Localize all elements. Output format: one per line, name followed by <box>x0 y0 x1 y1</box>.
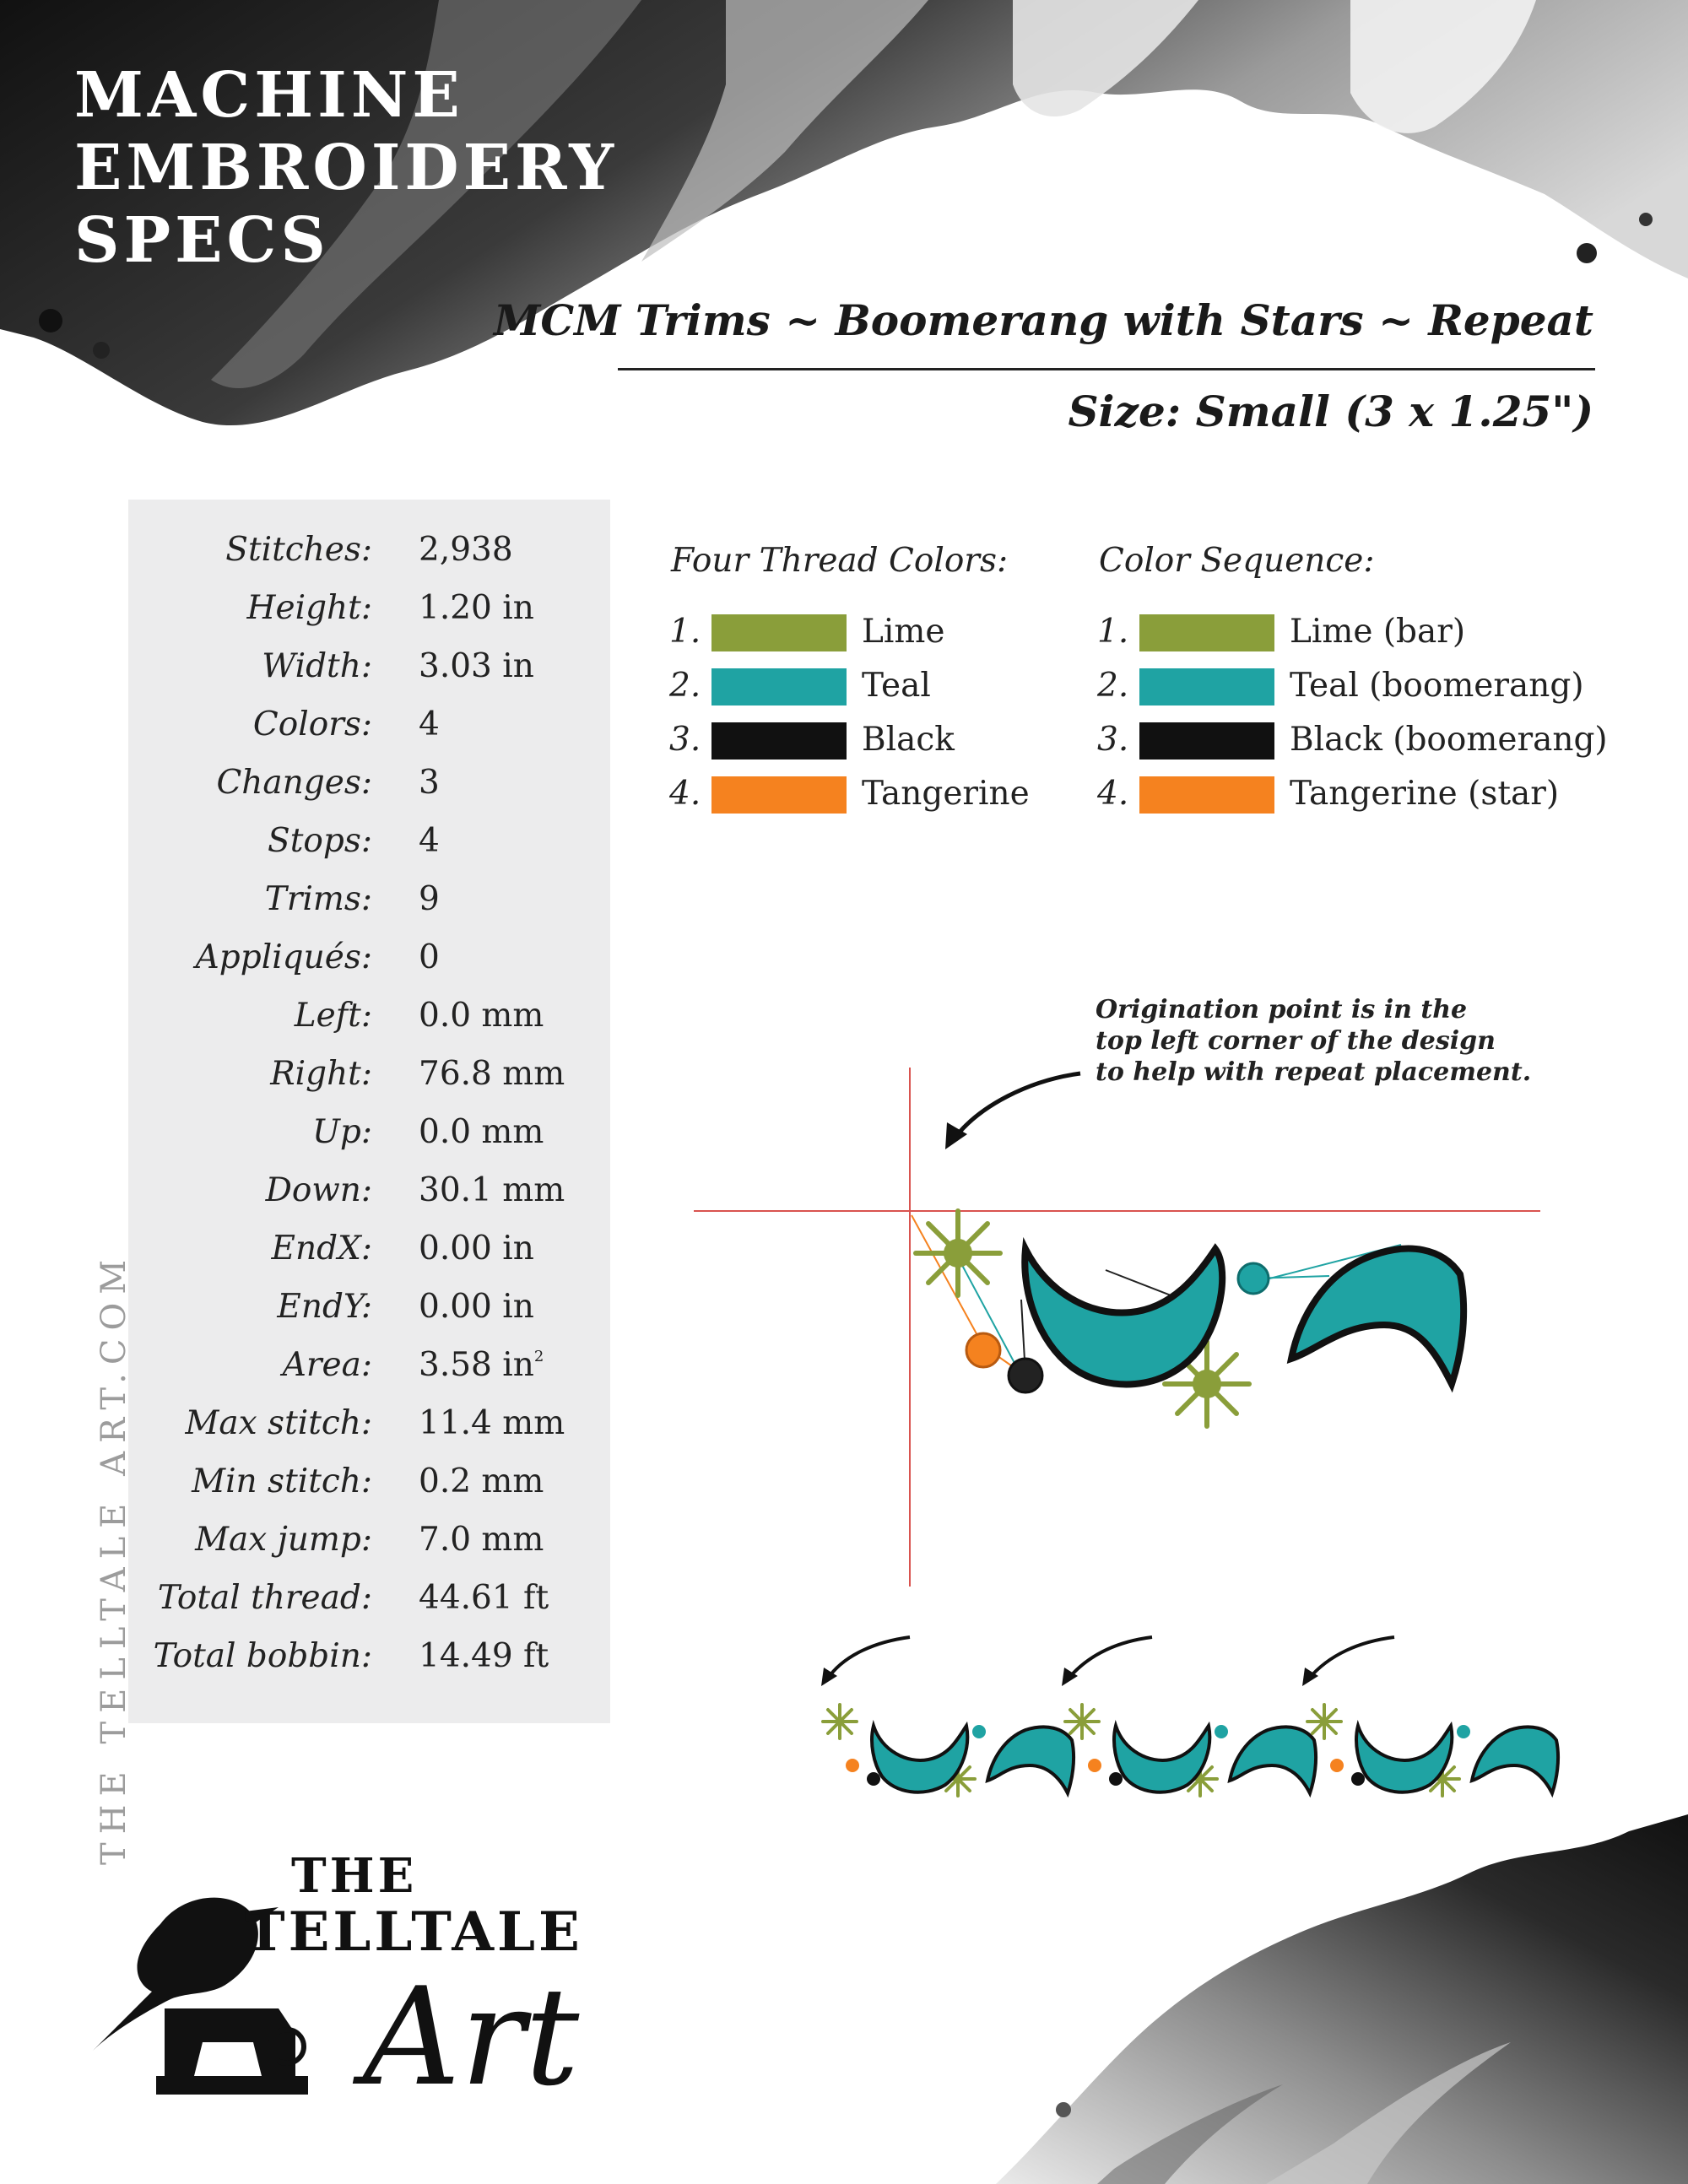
spec-label: Right: <box>270 1055 372 1093</box>
swatch-name: Lime <box>862 613 945 651</box>
spec-value-text: 3.58 in <box>419 1346 534 1384</box>
spec-label: Trims: <box>264 880 372 918</box>
header-title-line: SPECS <box>74 204 330 277</box>
annotation-line: Origination point is in the <box>1096 995 1468 1024</box>
swatch-name: Tangerine <box>862 775 1030 813</box>
thread-colors-heading: Four Thread Colors: <box>671 542 1009 580</box>
spec-label: Up: <box>312 1113 372 1151</box>
spec-label: Down: <box>265 1171 372 1209</box>
swatch-number: 3. <box>1097 721 1129 759</box>
spec-value-text: 0.0 mm <box>419 1113 544 1151</box>
swatch-name: Lime (bar) <box>1290 613 1466 651</box>
color-sequence-heading: Color Sequence: <box>1099 542 1375 580</box>
spec-value-text: 0 <box>419 938 440 976</box>
spec-value-text: 4 <box>419 822 440 860</box>
spec-label: Area: <box>282 1346 372 1384</box>
telltale-art-logo <box>84 1848 641 2118</box>
spec-value-text: 76.8 mm <box>419 1055 565 1093</box>
repeat-arrow-icon <box>1068 1637 1152 1679</box>
annotation-line: top left corner of the design <box>1096 1026 1496 1056</box>
swatch-name: Teal <box>862 667 931 705</box>
spec-label: Appliqués: <box>195 938 372 976</box>
swatch-number: 2. <box>669 667 701 705</box>
spec-value-text: 14.49 ft <box>419 1637 549 1675</box>
header-title-line: EMBROIDERY <box>74 132 619 204</box>
spec-value-text: 30.1 mm <box>419 1171 565 1209</box>
spec-label: Total bobbin: <box>153 1637 372 1675</box>
spec-value-text: 7.0 mm <box>419 1521 544 1559</box>
vertical-website-url: THE TELLTALE ART.COM <box>95 1251 133 1865</box>
spec-label: Colors: <box>252 705 372 743</box>
logo-text-art: Art <box>363 1958 580 2116</box>
spec-value-text: 9 <box>419 880 440 918</box>
spec-label: Stops: <box>268 822 372 860</box>
spec-value-text: 1.20 in <box>419 589 534 627</box>
logo-text-the: THE <box>291 1848 418 1904</box>
swatch-number: 4. <box>1097 775 1129 813</box>
annotation-line: to help with repeat placement. <box>1096 1057 1532 1087</box>
swatch-name: Tangerine (star) <box>1290 775 1560 813</box>
spec-value-text: 2,938 <box>419 531 513 569</box>
spec-value-text: 0.00 in <box>419 1288 534 1326</box>
spec-value-text: 44.61 ft <box>419 1579 549 1617</box>
swatch-name: Black (boomerang) <box>1290 721 1608 759</box>
spec-label: Min stitch: <box>192 1462 372 1500</box>
spec-value-text: 3.03 in <box>419 647 534 685</box>
spec-value-superscript: 2 <box>533 1348 544 1365</box>
header-title-line: MACHINE <box>74 59 464 132</box>
spec-value-text: 0.2 mm <box>419 1462 544 1500</box>
spec-label: Left: <box>294 997 372 1035</box>
spec-label: Changes: <box>216 764 372 802</box>
spec-label: Height: <box>246 589 372 627</box>
swatch-name: Teal (boomerang) <box>1290 667 1584 705</box>
spec-value-text: 0.0 mm <box>419 997 544 1035</box>
spec-label: Max jump: <box>195 1521 372 1559</box>
spec-label: EndY: <box>277 1288 372 1326</box>
repeat-arrow-icon <box>827 1637 910 1679</box>
design-size: Size: Small (3 x 1.25") <box>1068 387 1593 436</box>
spec-label: Stitches: <box>225 531 372 569</box>
spec-label: Max stitch: <box>185 1404 372 1442</box>
design-title: MCM Trims ~ Boomerang with Stars ~ Repeat <box>493 295 1593 345</box>
swatch-number: 2. <box>1097 667 1129 705</box>
spec-value-text: 11.4 mm <box>419 1404 565 1442</box>
spec-value-text: 4 <box>419 705 440 743</box>
swatch-number: 4. <box>669 775 701 813</box>
swatch-number: 1. <box>669 613 701 651</box>
spec-label: Total thread: <box>157 1579 372 1617</box>
swatch-number: 3. <box>669 721 701 759</box>
spec-value-text: 3 <box>419 764 440 802</box>
spec-value-text: 0.00 in <box>419 1230 534 1268</box>
spec-label: Width: <box>262 647 372 685</box>
swatch-number: 1. <box>1097 613 1129 651</box>
swatch-name: Black <box>862 721 955 759</box>
repeat-arrow-icon <box>1308 1637 1394 1679</box>
spec-label: EndX: <box>271 1230 372 1268</box>
logo-text-telltale: TELLTALE <box>245 1900 583 1964</box>
